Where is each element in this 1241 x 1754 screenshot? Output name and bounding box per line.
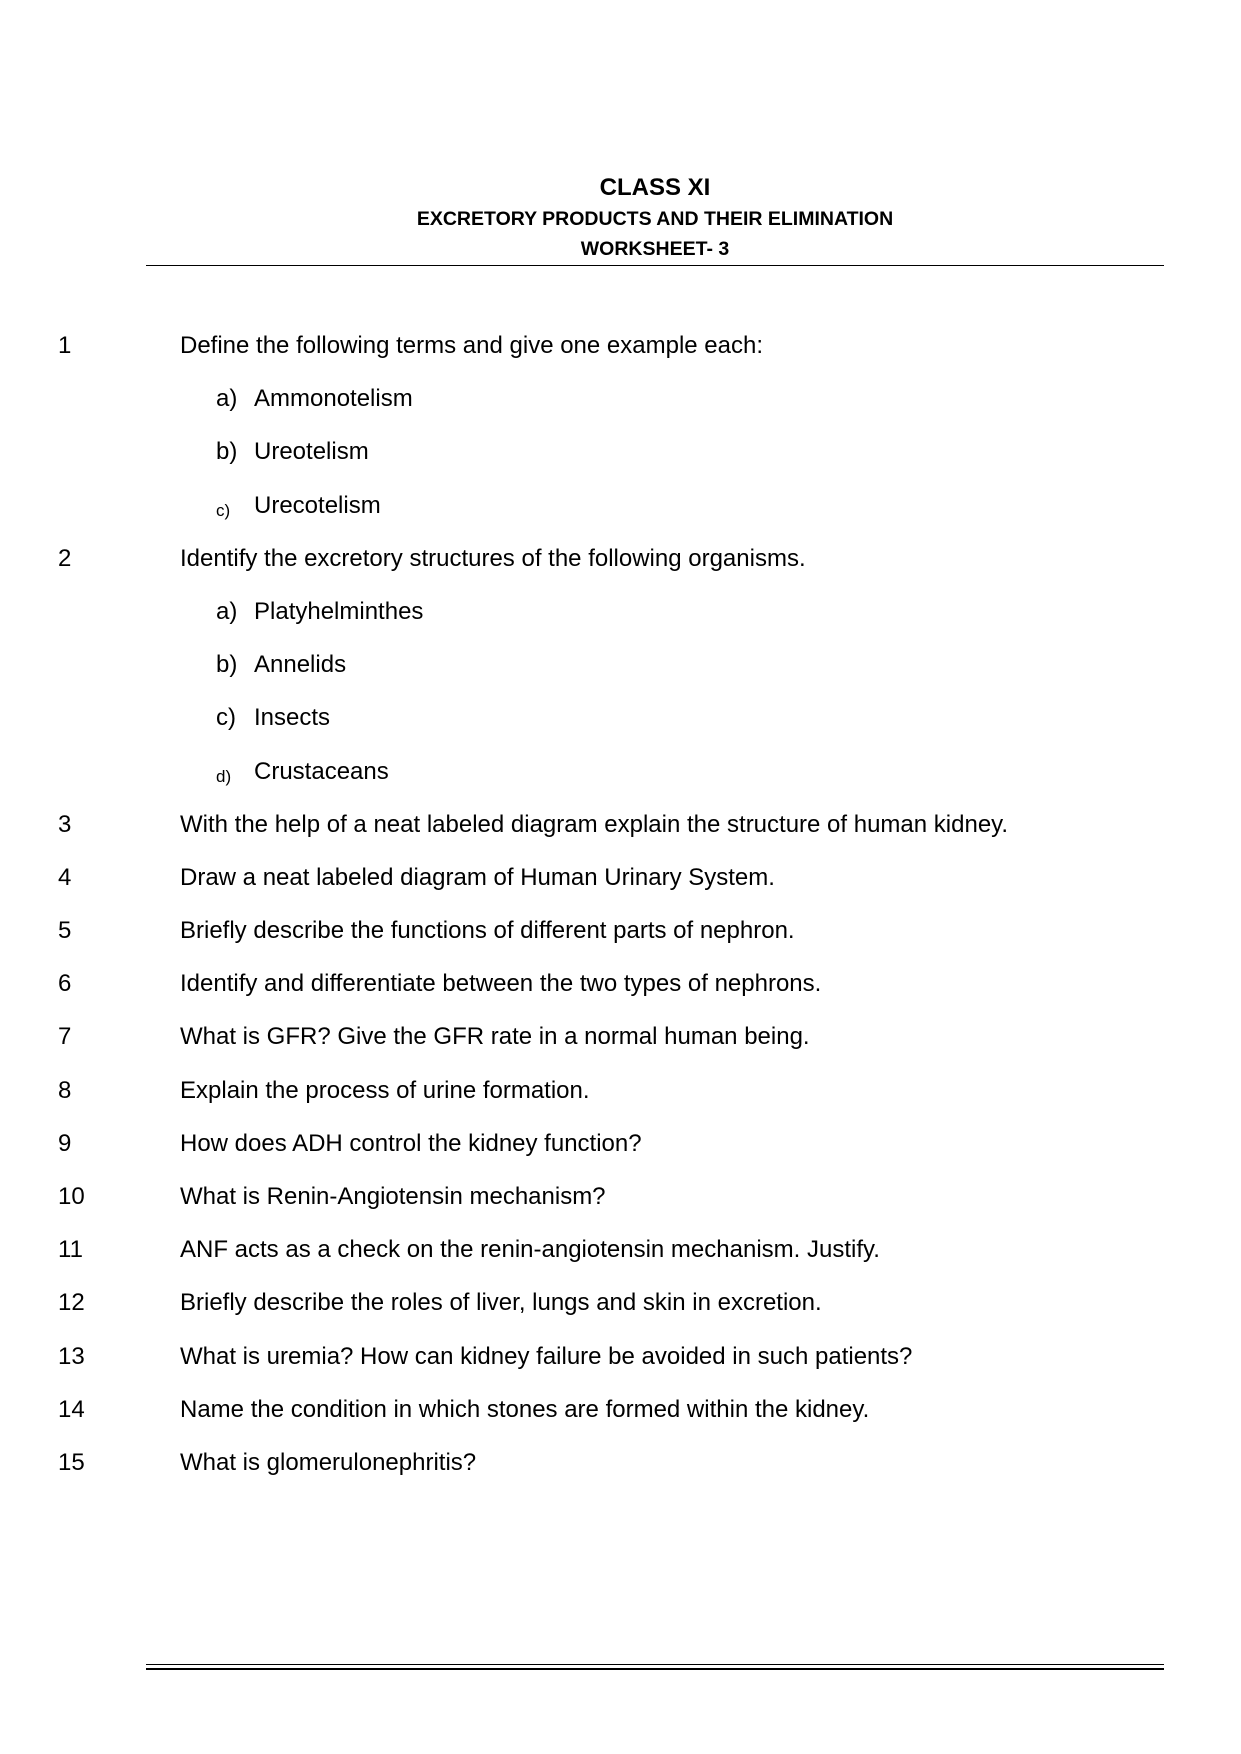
sub-question-item — [0, 702, 1241, 755]
sub-question-item — [0, 756, 1241, 809]
sub-question-letter: c) — [216, 704, 236, 732]
question-text: Identify the excretory structures of the following organisms. — [180, 544, 806, 572]
question-item — [0, 1447, 1241, 1500]
question-number: 2 — [58, 544, 72, 572]
sub-question-text: Platyhelminthes — [254, 597, 424, 625]
question-text: What is glomerulonephritis? — [180, 1448, 477, 1476]
question-number: 1 — [58, 332, 72, 359]
sub-question-text: Ammonotelism — [254, 385, 413, 413]
class-title: CLASS XI — [599, 174, 711, 201]
question-item — [0, 1394, 1241, 1447]
sub-question-text: Crustaceans — [254, 757, 389, 785]
question-number: 12 — [58, 1289, 85, 1317]
sub-question-text: Ureotelism — [254, 438, 369, 466]
question-item — [0, 330, 1241, 383]
sub-question-text: Annelids — [254, 651, 347, 679]
question-item — [0, 915, 1241, 968]
question-text: Identify and differentiate between the two types of nephrons. — [180, 970, 822, 998]
worksheet-title: WORKSHEET- 3 — [580, 238, 730, 260]
question-item — [0, 1021, 1241, 1074]
question-text: Draw a neat labeled diagram of Human Urinary System. — [180, 863, 775, 891]
question-number: 5 — [58, 917, 72, 945]
sub-question-text: Urecotelism — [254, 491, 381, 519]
question-item — [0, 1128, 1241, 1181]
sub-question-item — [0, 596, 1241, 649]
question-list — [0, 330, 1241, 1500]
question-text: What is uremia? How can kidney failure be avoided in such patients? — [180, 1342, 913, 1370]
question-text: With the help of a neat labeled diagram explain the structure of human kidney. — [180, 810, 1009, 838]
question-text: Briefly describe the roles of liver, lungs and skin in excretion. — [180, 1289, 822, 1317]
question-text: ANF acts as a check on the renin-angiotensin mechanism. Justify. — [180, 1236, 880, 1264]
sub-question-letter: c) — [216, 500, 231, 520]
question-number: 8 — [58, 1076, 72, 1104]
question-item — [0, 1234, 1241, 1287]
question-number: 4 — [58, 863, 72, 891]
question-number: 7 — [58, 1023, 72, 1051]
question-item — [0, 809, 1241, 862]
footer-double-rule — [146, 1664, 1164, 1670]
sub-question-text: Insects — [254, 704, 331, 732]
question-number: 6 — [58, 970, 72, 998]
question-text: What is Renin-Angiotensin mechanism? — [180, 1183, 606, 1210]
question-text: Define the following terms and give one example each: — [180, 332, 764, 359]
question-number: 14 — [58, 1395, 85, 1423]
sub-question-letter: b) — [216, 651, 238, 679]
question-text: What is GFR? Give the GFR rate in a normal human being. — [180, 1023, 810, 1051]
question-item — [0, 1181, 1241, 1234]
question-item — [0, 1075, 1241, 1128]
question-number: 13 — [58, 1342, 85, 1370]
question-item — [0, 1341, 1241, 1394]
sub-question-letter: a) — [216, 597, 238, 625]
question-number: 9 — [58, 1129, 72, 1157]
sub-question-letter: d) — [216, 766, 232, 786]
sub-question-item — [0, 383, 1241, 436]
question-text: Name the condition in which stones are formed within the kidney. — [180, 1395, 870, 1423]
question-item — [0, 1287, 1241, 1340]
question-number: 10 — [58, 1183, 85, 1210]
sub-question-item — [0, 436, 1241, 489]
chapter-title: EXCRETORY PRODUCTS AND THEIR ELIMINATION — [416, 208, 894, 230]
sub-question-letter: b) — [216, 438, 238, 466]
worksheet-header — [146, 172, 1164, 264]
sub-question-letter: a) — [216, 385, 238, 413]
question-item — [0, 543, 1241, 596]
question-text: Briefly describe the functions of different parts of nephron. — [180, 917, 795, 945]
question-text: How does ADH control the kidney function? — [180, 1129, 642, 1157]
question-number: 11 — [58, 1236, 83, 1264]
sub-question-item — [0, 649, 1241, 702]
sub-question-item — [0, 490, 1241, 543]
question-item — [0, 968, 1241, 1021]
question-text: Explain the process of urine formation. — [180, 1076, 590, 1104]
question-item — [0, 862, 1241, 915]
header-divider — [146, 265, 1164, 266]
question-number: 15 — [58, 1448, 85, 1476]
question-number: 3 — [58, 810, 72, 838]
